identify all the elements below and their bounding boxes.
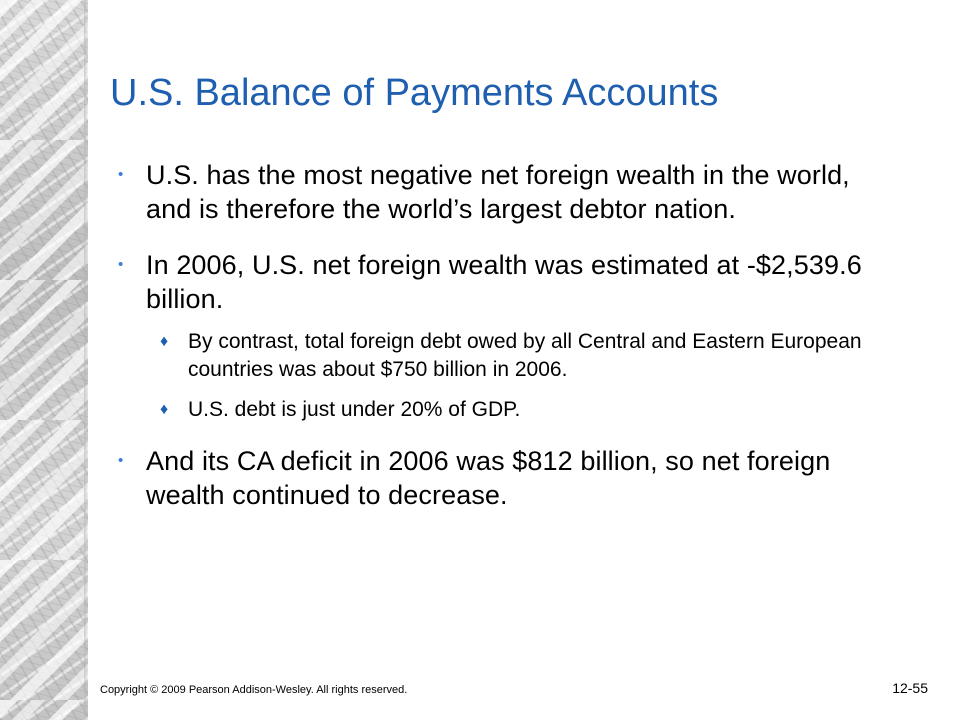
marble-sidebar-decoration: [0, 0, 88, 720]
bullet-item: [110, 444, 900, 512]
sub-bullet-item: [110, 328, 900, 384]
bullet-dot-icon: •: [118, 256, 124, 273]
sidebar-edge: [84, 0, 88, 720]
sub-bullet-text: U.S. debt is just under 20% of GDP.: [188, 398, 521, 421]
bullet-text: In 2006, U.S. net foreign wealth was estimated at -$2,539.6 billion.: [146, 250, 862, 314]
bullet-text: And its CA deficit in 2006 was $812 billion, so net foreign wealth continued to decrease.: [146, 446, 831, 510]
bullet-item: [110, 158, 900, 226]
bullet-item: [110, 248, 900, 316]
diamond-icon: ♦: [160, 333, 169, 350]
page-number: 12-55: [892, 680, 928, 696]
slide-body: [110, 158, 900, 512]
slide-title: U.S. Balance of Payments Accounts: [110, 72, 719, 114]
bullet-dot-icon: •: [118, 166, 124, 183]
sub-bullet-text: By contrast, total foreign debt owed by all Central and Eastern European countries was about $750 billion in 2006.: [188, 330, 862, 381]
sub-bullet-item: [110, 396, 900, 424]
bullet-dot-icon: •: [118, 452, 124, 469]
diamond-icon: ♦: [160, 401, 169, 418]
copyright-notice: Copyright © 2009 Pearson Addison-Wesley. All rights reserved.: [100, 684, 408, 696]
bullet-text: U.S. has the most negative net foreign wealth in the world, and is therefore the world’s largest debtor nation.: [146, 160, 850, 224]
